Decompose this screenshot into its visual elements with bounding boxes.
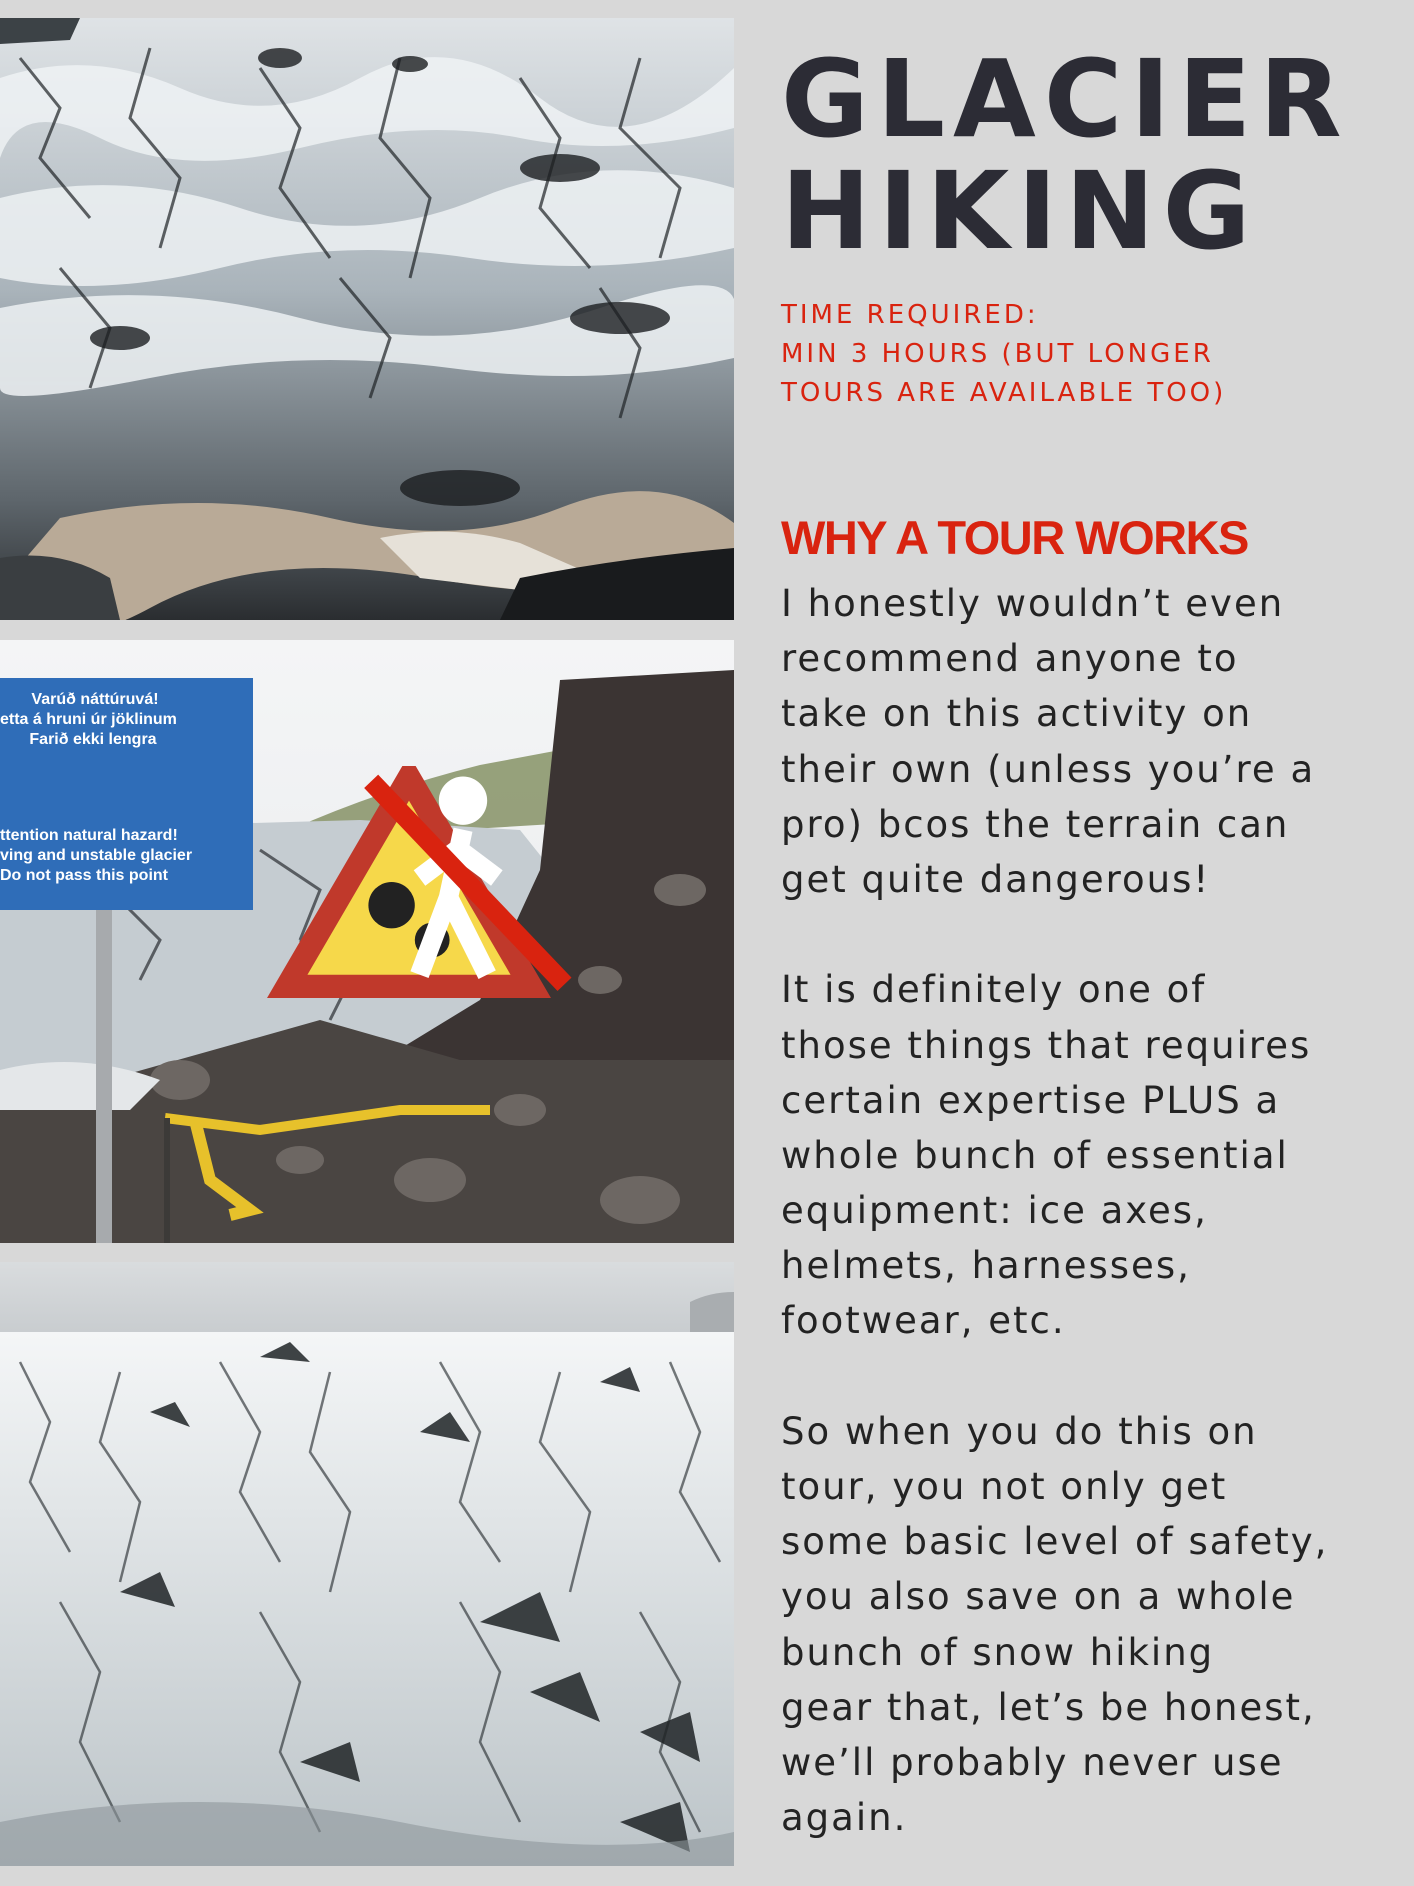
page-title [781,38,1350,274]
time-required-value-2: TOURS ARE AVAILABLE TOO) [781,378,1227,408]
paragraph-line: certain expertise PLUS a [781,1078,1281,1122]
time-required-label: TIME REQUIRED: [781,300,1039,330]
sign-line-5: ving and unstable glacier [0,847,193,864]
paragraph-line: tour, you not only get [781,1465,1228,1508]
paragraph-line: bunch of snow hiking [781,1630,1215,1674]
time-required-value-1: MIN 3 HOURS (BUT LONGER [781,339,1214,369]
paragraph-line: whole bunch of essential [781,1133,1289,1177]
sign-line-6: Do not pass this point [0,867,168,884]
warning-sign [0,678,253,910]
paragraph-gap [781,907,1411,962]
paragraph-line: It is definitely one of [781,968,1207,1012]
section-heading: WHY A TOUR WORKS [781,511,1248,564]
paragraph-line: recommend anyone to [781,637,1239,681]
body-text [781,576,1411,1845]
sign-line-3: Farið ekki lengra [29,731,157,748]
paragraph-line: you also save on a whole [781,1575,1296,1619]
paragraph-line: their own (unless you’re a [781,747,1316,791]
glacier-snow-image [0,1262,734,1866]
time-required [781,296,1226,413]
paragraph-line: gear that, let’s be honest, [781,1685,1316,1729]
paragraph-line: again. [781,1796,908,1840]
paragraph-line: footwear, etc. [781,1299,1066,1343]
glacier-photo-top [0,18,734,620]
paragraph-3 [781,1404,1411,1846]
sign-line-2: etta á hruni úr jöklinum [0,711,177,728]
sign-line-1: Varúð náttúruvá! [31,691,159,708]
glacier-warning-sign-photo [0,640,734,1243]
paragraph-line: helmets, harnesses, [781,1244,1191,1288]
paragraph-line: So when you do this on [781,1409,1258,1453]
glacier-ice-image [0,18,734,620]
paragraph-line: I honestly wouldn’t even [781,582,1285,625]
paragraph-line: those things that requires [781,1023,1312,1067]
paragraph-line: pro) bcos the terrain can [781,802,1290,846]
paragraph-line: equipment: ice axes, [781,1189,1208,1233]
paragraph-line: we’ll probably never use [781,1740,1284,1784]
paragraph-line: some basic level of safety, [781,1520,1329,1564]
paragraph-1 [781,576,1411,907]
title-line-2: HIKING [781,150,1259,274]
title-line-1: GLACIER [781,38,1350,162]
paragraph-line: get quite dangerous! [781,857,1211,901]
paragraph-line: take on this activity on [781,692,1253,736]
paragraph-gap [781,1349,1411,1404]
paragraph-2 [781,962,1411,1348]
sign-line-4: ttention natural hazard! [0,827,178,844]
glacier-photo-bottom [0,1262,734,1866]
